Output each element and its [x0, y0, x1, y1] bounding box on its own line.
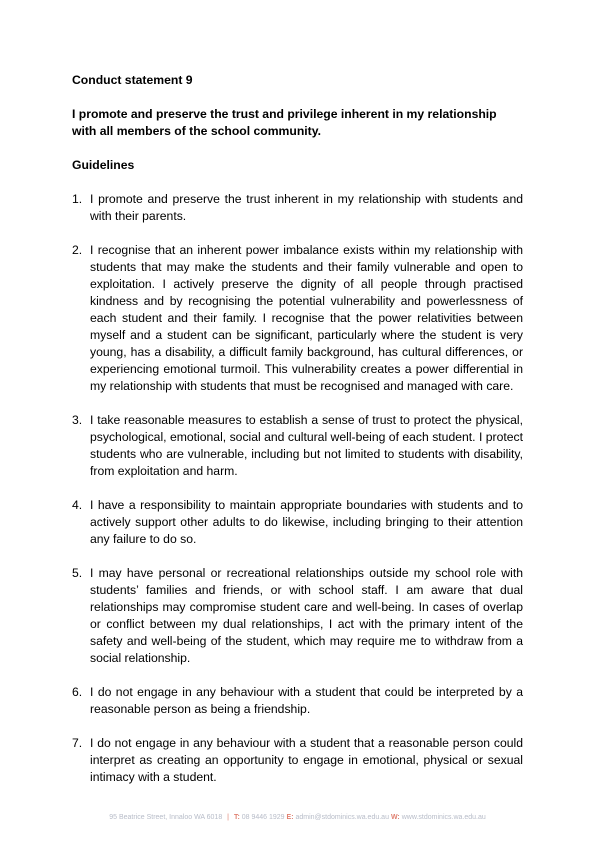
footer-email-link[interactable]: admin@stdominics.wa.edu.au	[295, 814, 389, 821]
footer-address: 95 Beatrice Street, Innaloo WA 6018	[109, 814, 223, 821]
guideline-number: 6.	[72, 685, 83, 699]
footer-phone: 08 9446 1929	[241, 814, 285, 821]
footer-phone-label: T:	[233, 814, 240, 821]
document-page	[72, 72, 523, 803]
page-footer	[0, 813, 595, 823]
guideline-text: I may have personal or recreational relationships outside my school role with students’ families and friends, or with school staff. I am aware that dual relationships may compromise student care and well-being. In cases of overlap or conflict between my dual relationships, I act with the primary intent of the safety and well-being of the student, which may require me to withdraw from a social relationship.	[90, 566, 523, 665]
guideline-text: I recognise that an inherent power imbalance exists within my relationship with students that may make the students and their family vulnerable and open to exploitation. I actively preserve the dignity of all people through practised kindness and by recognising the potential vulnerability and powerlessness of each student and their family. I recognise that the power relativities between myself and a student can be significant, particularly where the student is very young, has a disability, a difficult family background, has cultural differences, or experiencing emotional turmoil. This vulnerability creates a power differential in my relationship with students that must be recognised and managed with care.	[90, 243, 523, 393]
footer-email-label: E:	[286, 814, 294, 821]
guideline-item	[72, 497, 523, 548]
conduct-statement-heading: Conduct statement 9	[72, 73, 193, 87]
guideline-item	[72, 412, 523, 480]
footer-web-label: W:	[390, 814, 400, 821]
guidelines-list	[72, 191, 523, 786]
footer-web-link[interactable]: www.stdominics.wa.edu.au	[401, 814, 486, 821]
guideline-text: I take reasonable measures to establish a sense of trust to protect the physical, psychological, emotional, social and cultural well-being of each student. I protect students who are vulnerable, including but not limited to students with disability, from exploitation and harm.	[90, 413, 523, 478]
guideline-text: I do not engage in any behaviour with a student that could be interpreted by a reasonable person as being a friendship.	[90, 685, 523, 716]
guideline-number: 2.	[72, 243, 83, 257]
guideline-number: 4.	[72, 498, 83, 512]
guideline-item	[72, 684, 523, 718]
guideline-item	[72, 242, 523, 395]
guideline-number: 7.	[72, 736, 83, 750]
guideline-item	[72, 735, 523, 786]
footer-separator: |	[227, 814, 229, 821]
guideline-text: I promote and preserve the trust inherent in my relationship with students and with their parents.	[90, 192, 523, 223]
guideline-number: 3.	[72, 413, 83, 427]
conduct-statement-text: I promote and preserve the trust and privilege inherent in my relationship with all members of the school community.	[72, 107, 497, 138]
guideline-number: 1.	[72, 192, 83, 206]
guideline-item	[72, 191, 523, 225]
guideline-text: I have a responsibility to maintain appropriate boundaries with students and to actively support other adults to do likewise, including bringing to their attention any failure to do so.	[90, 498, 523, 546]
guideline-item	[72, 565, 523, 667]
guideline-number: 5.	[72, 566, 83, 580]
guideline-text: I do not engage in any behaviour with a student that a reasonable person could interpret as creating an opportunity to engage in emotional, physical or sexual intimacy with a student.	[90, 736, 523, 784]
guidelines-heading: Guidelines	[72, 158, 135, 172]
